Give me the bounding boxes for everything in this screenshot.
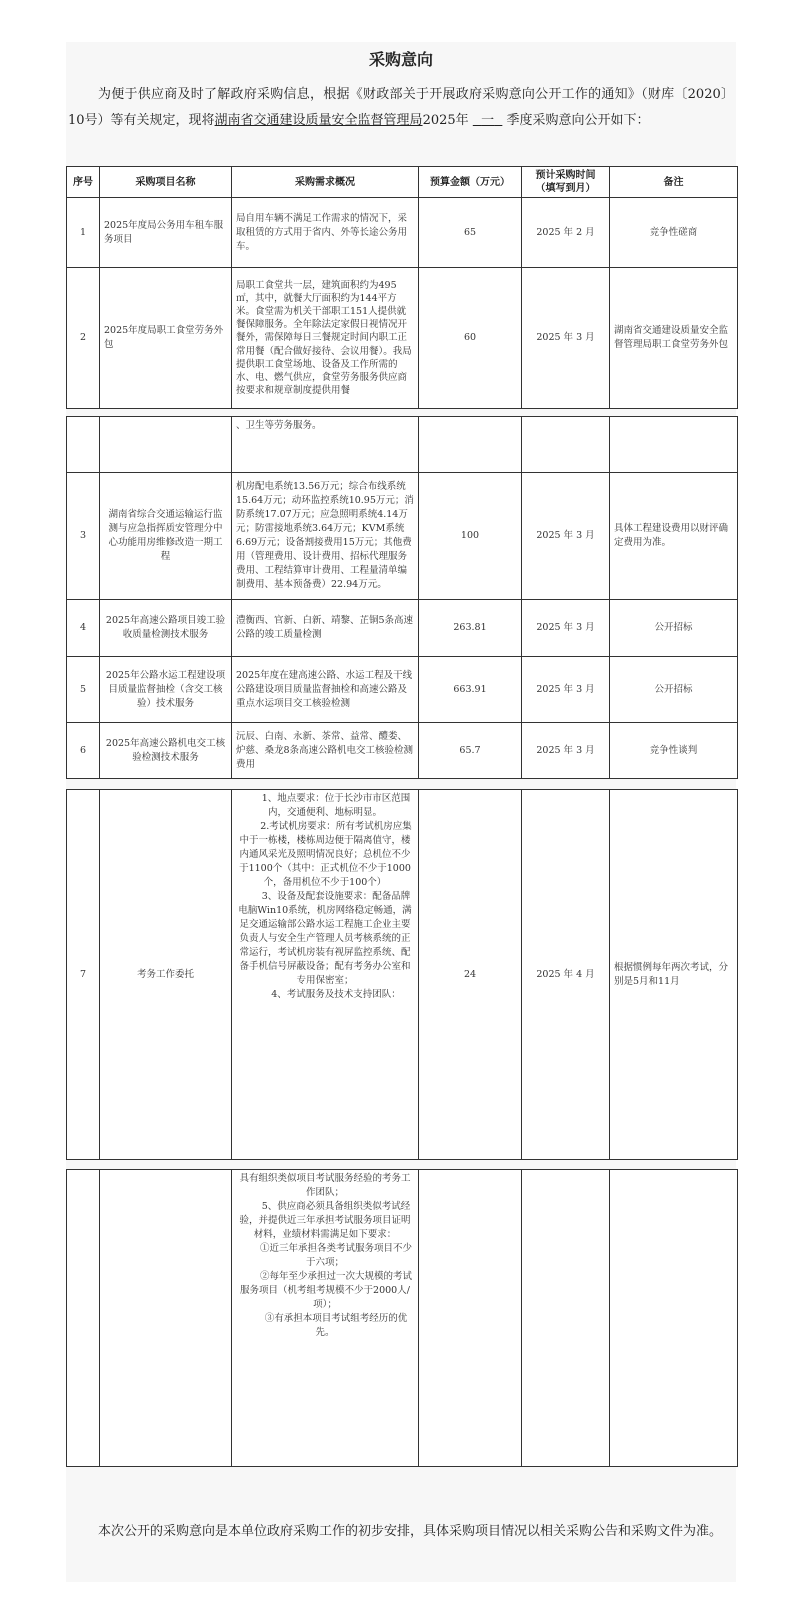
row-summary: 澧衡西、官新、白新、靖黎、芷铜5条高速公路的竣工质量检测: [232, 600, 419, 657]
table-row: [67, 723, 738, 779]
row-name: 考务工作委托: [100, 790, 232, 1160]
row-budget: 60: [419, 268, 522, 409]
header-name: 采购项目名称: [100, 167, 232, 198]
procurement-table-part-1: [66, 166, 738, 409]
intro-paragraph: [68, 82, 734, 133]
closing-paragraph: 本次公开的采购意向是本单位政府采购工作的初步安排，具体采购项目情况以相关采购公告和采购文件为准。: [98, 1524, 723, 1539]
summary-item-5-2: ②每年至少承担过一次大规模的考试服务项目（机考组考规模不少于2000人/项）；: [240, 1271, 412, 1310]
row-time: 2025 年 3 月: [522, 268, 610, 409]
row-note: 具体工程建设费用以财评确定费用为准。: [610, 473, 738, 600]
row-no: 4: [67, 600, 100, 657]
row-summary: [232, 790, 419, 1160]
row-summary: 2025年度在建高速公路、水运工程及干线公路建设项目质量监督抽检和高速公路及重点水运项目交工核验检测: [232, 657, 419, 723]
intro-text-2: 2025年: [422, 112, 469, 128]
row-name: 2025年公路水运工程建设项目质量监督抽检（含交工核验）技术服务: [100, 657, 232, 723]
header-no: 序号: [67, 167, 100, 198]
row-time: 2025 年 3 月: [522, 723, 610, 779]
header-budget: 预算金额（万元）: [419, 167, 522, 198]
table-row: [67, 790, 738, 1160]
table-row: [67, 600, 738, 657]
row-summary-continued: [232, 1170, 419, 1467]
table-row: [67, 198, 738, 268]
row-name: 2025年度局职工食堂劳务外包: [100, 268, 232, 409]
page-title: 采购意向: [368, 50, 433, 69]
row-name: 2025年高速公路机电交工核验检测技术服务: [100, 723, 232, 779]
row-time: 2025 年 3 月: [522, 657, 610, 723]
intro-unit: 湖南省交通建设质量安全监督管理局: [214, 112, 423, 128]
summary-item-5-3: ③有承担本项目考试组考经历的优先。: [264, 1313, 408, 1338]
row-budget: 65: [419, 198, 522, 268]
intro-text-1: 为便于供应商及时了解政府采购信息，根据《财政部关于开展政府采购意向公开工作的通知》（财库〔2020〕10号）等有关规定，现将: [68, 87, 734, 128]
summary-item-4: 4、考试服务及技术支持团队：: [271, 989, 401, 1000]
row-budget: 663.91: [419, 657, 522, 723]
row-time: 2025 年 3 月: [522, 473, 610, 600]
procurement-table-part-4: [66, 1169, 738, 1467]
row-time: 2025 年 4 月: [522, 790, 610, 1160]
row-name: 2025年度局公务用车租车服务项目: [100, 198, 232, 268]
row-no: 5: [67, 657, 100, 723]
intro-quarter: 一: [481, 112, 495, 128]
header-note: 备注: [610, 167, 738, 198]
row-no: 6: [67, 723, 100, 779]
header-summary: 采购需求概况: [232, 167, 419, 198]
row-summary: 沅辰、白南、永新、茶常、益常、醴娄、炉慈、桑龙8条高速公路机电交工核验检测费用: [232, 723, 419, 779]
table-row: [67, 657, 738, 723]
row-budget: 263.81: [419, 600, 522, 657]
table-row-continued: [67, 417, 738, 473]
row-name: 2025年高速公路项目竣工验收质量检测技术服务: [100, 600, 232, 657]
summary-item-5: 5、供应商必须具备组织类似考试经验，并提供近三年承担考试服务项目证明材料，业绩材料需满足如下要求：: [239, 1201, 411, 1240]
row-time: 2025 年 2 月: [522, 198, 610, 268]
row-note: 公开招标: [610, 600, 738, 657]
row-summary: 机房配电系统13.56万元；综合布线系统15.64万元；动环监控系统10.95万元；消防系统17.07万元；应急照明系统4.14万元；防雷接地系统3.64万元；KVM系统6.69万元；设备割接费用15万元；其他费用（管理费用、设计费用、招标代理服务费用、工程结算审计费用、工程量清单编制费用、基本预备费）22.94万元。: [232, 473, 419, 600]
row-time: 2025 年 3 月: [522, 600, 610, 657]
row-budget: 100: [419, 473, 522, 600]
row-summary: 局职工食堂共一层，建筑面积约为495㎡，其中，就餐大厅面积约为144平方米。食堂需为机关干部职工151人提供就餐保障服务。全年除法定家假日视情况开餐外，需保障每日三餐规定时间内职工正常用餐（配合做好接待、会议用餐）。我局提供职工食堂场地、设备及工作所需的水、电、燃气供应，食堂劳务服务供应商按要求和规章制度提供用餐: [232, 268, 419, 409]
table-row: [67, 268, 738, 409]
table-row-continued: [67, 1170, 738, 1467]
procurement-table-part-2: [66, 416, 738, 779]
table-row: [67, 473, 738, 600]
row-note: 湖南省交通建设质量安全监督管理局职工食堂劳务外包: [610, 268, 738, 409]
row-budget: 24: [419, 790, 522, 1160]
row-budget: 65.7: [419, 723, 522, 779]
row-note: 根据惯例每年两次考试，分别是5月和11月: [610, 790, 738, 1160]
row-note: 竞争性磋商: [610, 198, 738, 268]
summary-item-4-cont: 具有组织类似项目考试服务经验的考务工作团队；: [239, 1173, 411, 1198]
row-name: 湖南省综合交通运输运行监测与应急指挥质安管理分中心功能用房维修改造一期工程: [100, 473, 232, 600]
summary-item-3: 3、设备及配套设施要求：配备品牌电脑Win10系统，机房网络稳定畅通，满足交通运输部公路水运工程施工企业主要负责人与安全生产管理人员考核系统的正常运行，考试机房装有视屏监控系统、配备手机信号屏蔽设备；配有考务办公室和专用保密室；: [238, 891, 412, 986]
row-summary-continued: 、卫生等劳务服务。: [232, 417, 419, 473]
row-note: 竞争性谈判: [610, 723, 738, 779]
procurement-table-part-3: [66, 789, 738, 1160]
summary-item-1: 1、地点要求：位于长沙市市区范围内，交通便利、地标明显。: [261, 793, 411, 818]
table-header-row: [67, 167, 738, 198]
row-no: 1: [67, 198, 100, 268]
row-no: 7: [67, 790, 100, 1160]
row-summary: 局自用车辆不满足工作需求的情况下，采取租赁的方式用于省内、外等长途公务用车。: [232, 198, 419, 268]
header-time: 预计采购时间（填写到月）: [522, 167, 610, 198]
row-note: 公开招标: [610, 657, 738, 723]
summary-item-2: 2.考试机房要求：所有考试机房应集中于一栋楼，楼栋周边便于隔离值守，楼内通风采光及照明情况良好；总机位不少于1100个（其中：正式机位不少于1000个，备用机位不少于100个）: [239, 821, 412, 888]
row-no: 2: [67, 268, 100, 409]
intro-text-3: 季度采购意向公开如下：: [506, 112, 650, 128]
row-no: 3: [67, 473, 100, 600]
summary-item-5-1: ①近三年承担各类考试服务项目不少于六项；: [259, 1243, 412, 1268]
